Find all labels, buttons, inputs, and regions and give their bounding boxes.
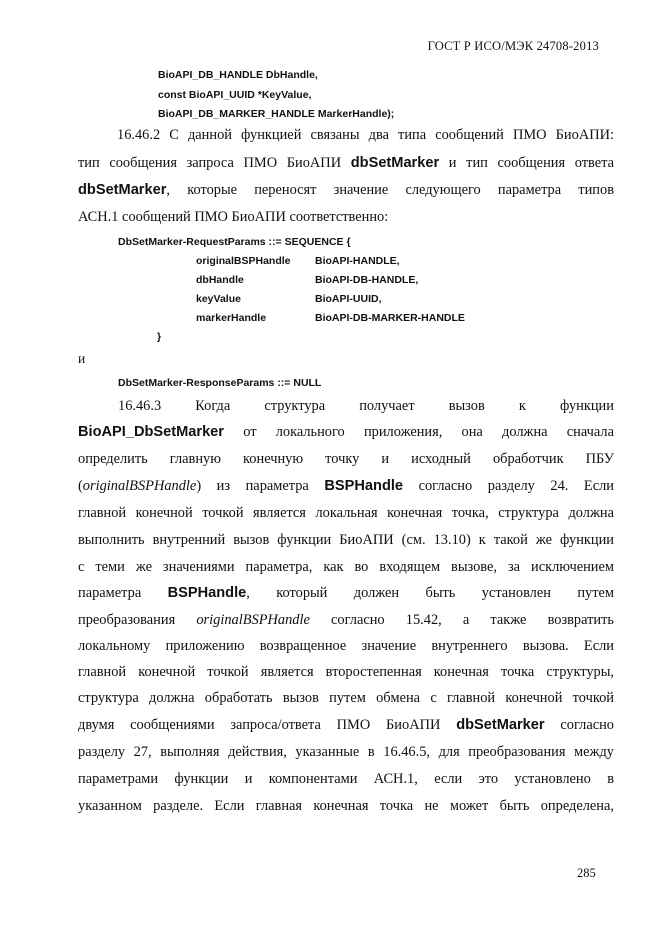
paragraph-line (78, 717, 614, 734)
function-name: BioAPI_DbSetMarker (78, 424, 224, 440)
word: Когда (195, 398, 231, 414)
paragraph-line (78, 424, 614, 441)
clause-number: 16.46.3 (118, 398, 162, 414)
paragraph-line: указанном разделе. Если главная конечная точка не может быть определена, (78, 798, 614, 814)
asn-request-head: DbSetMarker-RequestParams ::= SEQUENCE { (118, 236, 351, 248)
word: вызов (448, 398, 485, 414)
text-run: от локального приложения, она должна сначала (223, 424, 614, 440)
text-run: , которые переносят значение следующего параметра типов (166, 182, 614, 198)
text-run: , который должен быть установлен путем (246, 585, 615, 601)
text-run: ) из параметра (196, 478, 325, 494)
paragraph-line (78, 155, 614, 172)
message-name: dbSetMarker (456, 717, 545, 733)
text-run: ( (78, 478, 83, 494)
asn-field-name: markerHandle (196, 312, 267, 324)
text-run: тип сообщения запроса ПМО БиоАПИ (78, 155, 351, 171)
code-line: BioAPI_DB_HANDLE DbHandle, (158, 69, 318, 81)
paragraph-line: структура должна обработать вызов путем обмена с главной конечной точкой (78, 690, 614, 706)
param-name: originalBSPHandle (82, 478, 197, 494)
paragraph-line (78, 182, 614, 199)
paragraph-line (78, 585, 614, 602)
asn-response-def: DbSetMarker-ResponseParams ::= NULL (118, 377, 322, 389)
text-run: согласно (544, 717, 614, 733)
text-run: согласно разделу 24. Если (403, 478, 614, 494)
page-number: 285 (577, 866, 596, 880)
asn-field-type: BioAPI-HANDLE, (315, 255, 400, 267)
paragraph-line: определить главную конечную точку и исходный обработчик ПБУ (78, 451, 614, 467)
asn-field-type: BioAPI-DB-MARKER-HANDLE (315, 312, 465, 324)
word: функции (560, 398, 614, 414)
clause-text: 16.46.2 С данной функцией связаны два типа сообщений ПМО БиоАПИ: (117, 127, 614, 143)
text-run: параметра (78, 585, 168, 601)
paragraph-line (78, 612, 614, 629)
paragraph-line: с теми же значениями параметра, как во входящем вызове, за исключением (78, 559, 614, 575)
asn-field-type: BioAPI-DB-HANDLE, (315, 274, 419, 286)
paragraph-line: параметрами функции и компонентами АСН.1, если это установлено в (78, 771, 614, 787)
asn-field-name: keyValue (196, 293, 241, 305)
word: структура (264, 398, 326, 414)
paragraph-line (78, 478, 614, 495)
message-name: dbSetMarker (350, 155, 440, 171)
text-run: согласно 15.42, а также возвратить (309, 612, 614, 628)
conjunction-text: и (78, 351, 86, 366)
paragraph-line: локальному приложению возвращенное значение внутреннего вызова. Если (78, 638, 614, 654)
message-name: dbSetMarker (78, 182, 167, 198)
asn-field-type: BioAPI-UUID, (315, 293, 382, 305)
paragraph-line: АСН.1 сообщений ПМО БиоАПИ соответственно: (78, 209, 389, 225)
text-run: и тип сообщения ответа (439, 155, 614, 171)
param-name: BSPHandle (324, 478, 404, 494)
param-name: originalBSPHandle (196, 612, 310, 628)
page-header-standard: ГОСТ Р ИСО/МЭК 24708-2013 (427, 39, 599, 53)
text-run: преобразования (78, 612, 197, 628)
paragraph-line: главной конечной точкой является второстепенная конечная точка структуры, (78, 664, 614, 680)
paragraph-line: выполнить внутренний вызов функции БиоАПИ (см. 13.10) к такой же функции (78, 532, 614, 548)
asn-field-name: dbHandle (196, 274, 244, 286)
text-run: двумя сообщениями запроса/ответа ПМО БиоАПИ (78, 717, 457, 733)
paragraph-line (118, 398, 614, 415)
paragraph-line: главной конечной точкой является локальная конечная точка, структура должна (78, 505, 614, 521)
word: получает (359, 398, 415, 414)
code-line: BioAPI_DB_MARKER_HANDLE MarkerHandle); (158, 108, 395, 120)
paragraph-line: разделу 27, выполняя действия, указанные в 16.46.5, для преобразования между (78, 744, 614, 760)
word: к (518, 398, 526, 414)
code-line: const BioAPI_UUID *KeyValue, (158, 89, 312, 101)
paragraph-line (78, 127, 614, 144)
asn-field-name: originalBSPHandle (196, 255, 291, 267)
asn-request-close: } (157, 331, 162, 343)
param-name: BSPHandle (167, 585, 247, 601)
